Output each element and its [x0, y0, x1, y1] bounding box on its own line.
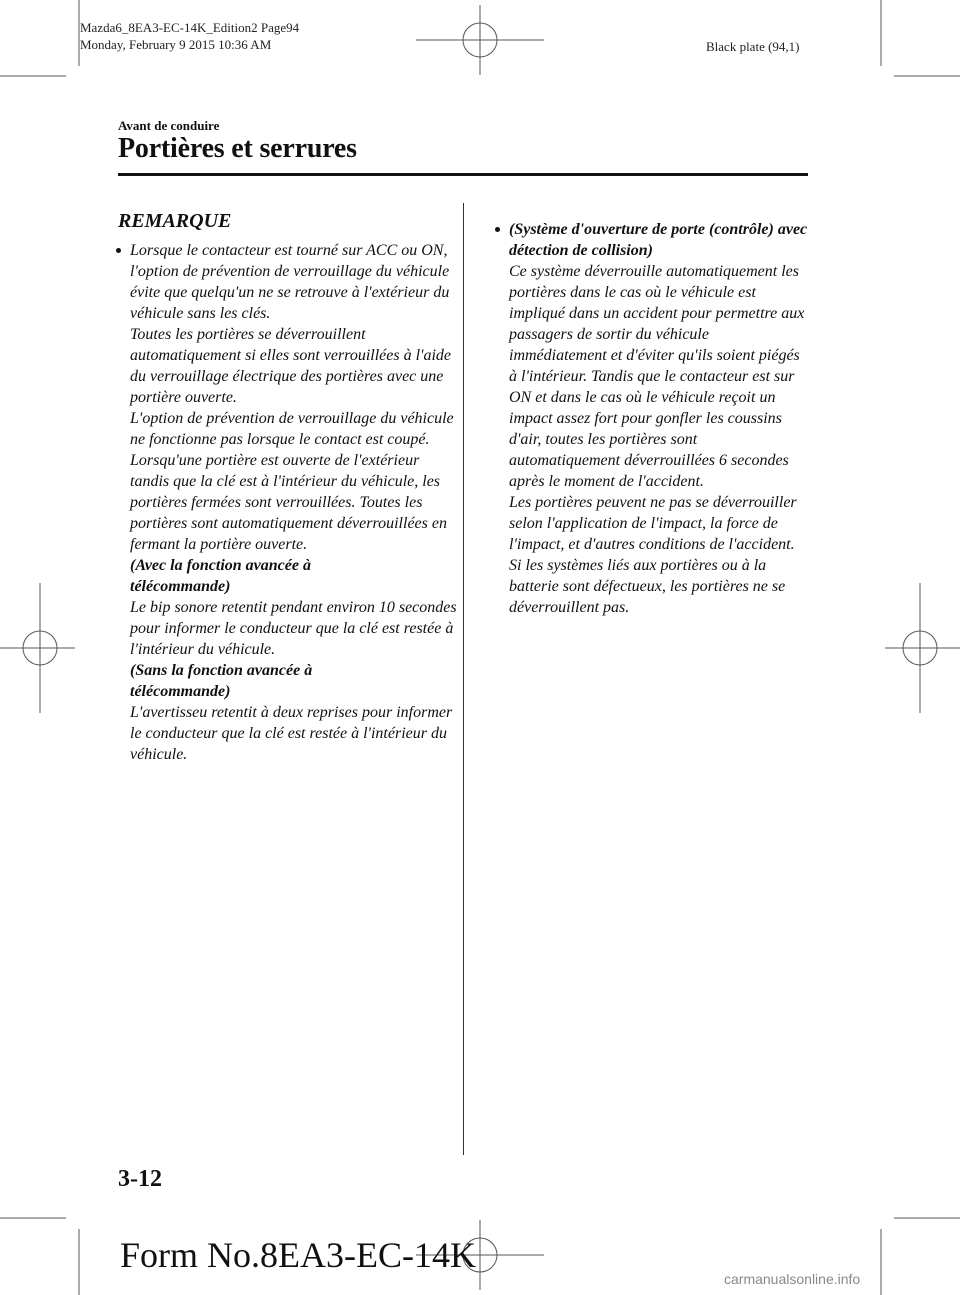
- section-label: Avant de conduire: [118, 118, 220, 133]
- page-title: Portières et serrures: [118, 133, 357, 164]
- remarque-heading: REMARQUE: [118, 210, 232, 232]
- print-date-line: Monday, February 9 2015 10:36 AM: [80, 37, 272, 52]
- column-divider: [463, 203, 464, 1155]
- left-bullet-item: [130, 240, 460, 765]
- right-paragraph: Les portières peuvent ne pas se déverrouiller selon l'application de l'impact, la force de l'impact, et d'autres conditions de l'accident.: [509, 494, 797, 553]
- left-paragraph: L'avertisseu retentit à deux reprises pour informer le conducteur que la clé est restée à l'intérieur du véhicule.: [130, 704, 453, 763]
- subheading-with-remote: (Avec la fonction avancée à télécommande): [130, 557, 311, 595]
- watermark: carmanualsonline.info: [724, 1271, 861, 1287]
- subheading-without-remote: (Sans la fonction avancée à télécommande): [130, 662, 313, 700]
- page-number: 3-12: [118, 1166, 162, 1192]
- collision-system-heading: (Système d'ouverture de porte (contrôle) avec détection de collision): [509, 221, 808, 259]
- left-paragraph: Lorsque le contacteur est tourné sur ACC ou ON, l'option de prévention de verrouillage du véhicule évite que quelqu'un ne se retrouve à l'extérieur du véhicule sans les clés.: [130, 242, 450, 322]
- footer-form-number: Form No.8EA3-EC-14K: [120, 1235, 476, 1275]
- left-paragraph: L'option de prévention de verrouillage du véhicule ne fonctionne pas lorsque le contact est coupé.: [130, 410, 454, 448]
- left-paragraph: Lorsqu'une portière est ouverte de l'extérieur tandis que la clé est à l'intérieur du véhicule, les portières fermées sont verrouillées. Toutes les portières sont automatiquement déverrouillées en fermant la portière ouverte.: [130, 452, 447, 553]
- bullet-dot-icon: [495, 227, 500, 232]
- left-paragraph: Le bip sonore retentit pendant environ 10 secondes pour informer le conducteur que la clé est restée à l'intérieur du véhicule.: [130, 599, 457, 658]
- print-file-line: Mazda6_8EA3-EC-14K_Edition2 Page94: [80, 20, 300, 35]
- bullet-dot-icon: [116, 248, 121, 253]
- plate-label: Black plate (94,1): [706, 39, 800, 54]
- title-rule: [118, 173, 808, 176]
- right-paragraph: Ce système déverrouille automatiquement les portières dans le cas où le véhicule est impliqué dans un accident pour permettre aux passagers de sortir du véhicule immédiatement et d'éviter qu'ils soient piégés à l'intérieur. Tandis que le contacteur est sur ON et dans le cas où le véhicule reçoit un impact assez fort pour gonfler les coussins d'air, toutes les portières sont automatiquement déverrouillées 6 secondes après le moment de l'accident.: [509, 263, 805, 490]
- right-paragraph: Si les systèmes liés aux portières ou à la batterie sont défectueux, les portières ne se déverrouillent pas.: [509, 557, 786, 616]
- left-paragraph: Toutes les portières se déverrouillent automatiquement si elles sont verrouillées à l'aide du verrouillage électrique des portières avec une portière ouverte.: [130, 326, 451, 406]
- right-bullet-item: [509, 219, 809, 618]
